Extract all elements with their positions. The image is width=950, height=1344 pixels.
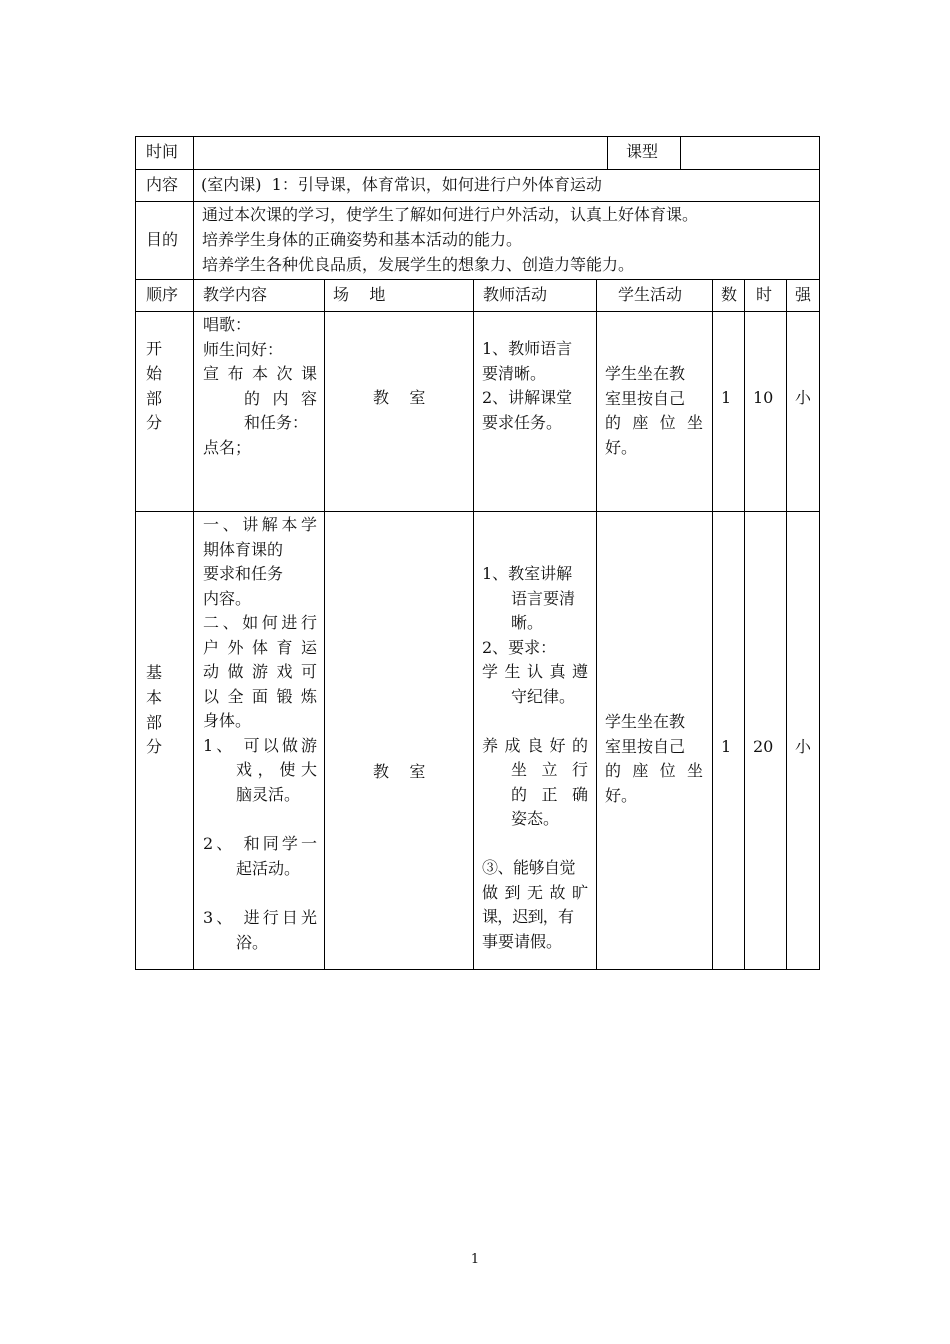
col-order: 顺序: [146, 285, 179, 304]
teacher-line: 2、讲解课堂: [482, 388, 573, 407]
section-count: 1: [721, 388, 732, 407]
content-line: 的内容: [244, 389, 317, 408]
student-line: 学生坐在教: [605, 712, 686, 731]
content-value: (室内课) 1：引导课，体育常识，如何进行户外体育运动: [201, 175, 602, 194]
time-label: 时间: [146, 142, 179, 161]
goal-label: 目的: [146, 230, 179, 249]
student-line: 学生坐在教: [605, 364, 686, 383]
teacher-line: 晰。: [511, 613, 544, 632]
content-line: 师生问好：: [203, 340, 284, 359]
content-line: 二、如何进行: [203, 613, 317, 632]
col-time: 时: [756, 285, 773, 304]
teacher-line: 做到无故旷: [482, 883, 588, 902]
content-line: 户外体育运: [203, 638, 317, 657]
content-label: 内容: [146, 175, 179, 194]
teacher-line: 守纪律。: [511, 687, 576, 706]
section-order-char: 分: [146, 413, 163, 432]
student-line: 的座位坐: [605, 761, 703, 780]
goal-line: 培养学生身体的正确姿势和基本活动的能力。: [202, 230, 523, 249]
section-intensity: 小: [795, 737, 812, 756]
col-student: 学生活动: [618, 285, 683, 304]
content-line: 脑灵活。: [236, 785, 301, 804]
goal-line: 通过本次课的学习，使学生了解如何进行户外活动，认真上好体育课。: [202, 205, 699, 224]
teacher-line: 坐立行: [511, 760, 588, 779]
content-line: 浴。: [236, 933, 269, 952]
content-line: 2、 和同学一: [203, 834, 317, 853]
goal-line: 培养学生各种优良品质，发展学生的想象力、创造力等能力。: [202, 255, 635, 274]
student-line: 室里按自己: [605, 737, 686, 756]
content-line: 一、讲解本学: [203, 515, 317, 534]
teacher-line: 要清晰。: [482, 364, 547, 383]
section-order-char: 部: [146, 389, 163, 408]
student-line: 好。: [605, 438, 638, 457]
section-order-char: 开: [146, 339, 163, 358]
col-content: 教学内容: [203, 285, 268, 304]
teacher-line: 养成良好的: [482, 736, 588, 755]
teacher-line: 语言要清: [511, 589, 576, 608]
content-line: 和任务：: [244, 413, 309, 432]
teacher-line: 课，迟到，有: [482, 907, 574, 926]
teacher-line: 要求任务。: [482, 413, 563, 432]
content-line: 起活动。: [236, 859, 301, 878]
teacher-line: ③、能够自觉: [482, 858, 576, 877]
teacher-line: 1、教室讲解: [482, 564, 573, 583]
teacher-line: 的正确: [511, 785, 588, 804]
student-line: 的座位坐: [605, 413, 703, 432]
content-line: 内容。: [203, 589, 252, 608]
teacher-line: 2、要求：: [482, 638, 557, 657]
section-time: 10: [753, 388, 774, 407]
content-line: 唱歌：: [203, 315, 252, 334]
content-line: 以全面锻炼: [203, 687, 317, 706]
content-line: 期体育课的: [203, 540, 284, 559]
section-venue: 教 室: [373, 762, 426, 781]
teacher-line: 学生认真遵: [482, 662, 588, 681]
section-count: 1: [721, 737, 732, 756]
section-order-char: 部: [146, 713, 163, 732]
content-line: 动做游戏可: [203, 662, 317, 681]
content-line: 戏，使大: [236, 760, 317, 779]
student-line: 室里按自己: [605, 389, 686, 408]
student-line: 好。: [605, 786, 638, 805]
section-order-char: 基: [146, 663, 163, 682]
col-teacher: 教师活动: [483, 285, 548, 304]
content-line: 宣布本次课: [203, 364, 317, 383]
content-line: 身体。: [203, 711, 252, 730]
content-line: 3、 进行日光: [203, 908, 317, 927]
content-line: 点名；: [203, 438, 252, 457]
section-venue: 教 室: [373, 388, 426, 407]
section-time: 20: [753, 737, 774, 756]
lesson-type-label: 课型: [626, 142, 659, 161]
section-order-char: 分: [146, 737, 163, 756]
content-line: 要求和任务: [203, 564, 284, 583]
col-count: 数: [721, 285, 738, 304]
section-order-char: 本: [146, 688, 163, 707]
section-intensity: 小: [795, 388, 812, 407]
col-intensity: 强: [795, 285, 812, 304]
page-number: 1: [470, 1252, 480, 1267]
teacher-line: 事要请假。: [482, 932, 563, 951]
teacher-line: 1、教师语言: [482, 339, 573, 358]
teacher-line: 姿态。: [511, 809, 560, 828]
section-order-char: 始: [146, 364, 163, 383]
content-line: 1、 可以做游: [203, 736, 317, 755]
col-venue: 场 地: [333, 285, 386, 304]
